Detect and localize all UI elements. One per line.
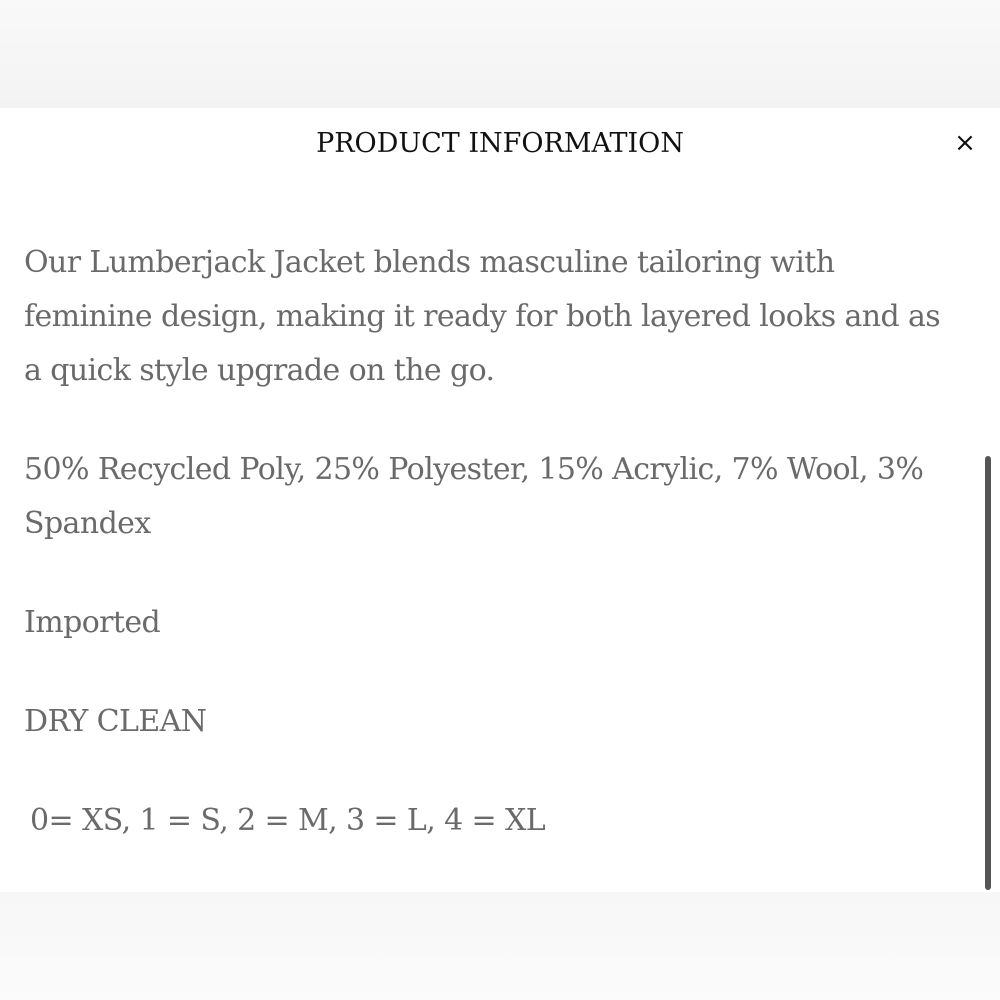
product-description-content — [24, 236, 964, 892]
modal-title: PRODUCT INFORMATION — [316, 128, 684, 159]
page-backdrop-bottom — [0, 892, 1000, 1000]
close-icon: × — [954, 128, 976, 158]
product-information-modal — [0, 108, 1000, 892]
scrollbar-thumb[interactable] — [985, 456, 991, 890]
page-backdrop-top — [0, 0, 1000, 108]
origin-paragraph: Imported — [24, 605, 161, 640]
size-guide-paragraph: 0= XS, 1 = S, 2 = M, 3 = L, 4 = XL — [30, 803, 546, 838]
close-button[interactable] — [948, 126, 982, 160]
description-paragraph: Our Lumberjack Jacket blends masculine tailoring with feminine design, making it ready for both layered looks and as a quick style upgrade on the go. — [24, 245, 941, 388]
materials-paragraph: 50% Recycled Poly, 25% Polyester, 15% Acrylic, 7% Wool, 3% Spandex — [24, 452, 924, 541]
care-paragraph: DRY CLEAN — [24, 704, 207, 739]
